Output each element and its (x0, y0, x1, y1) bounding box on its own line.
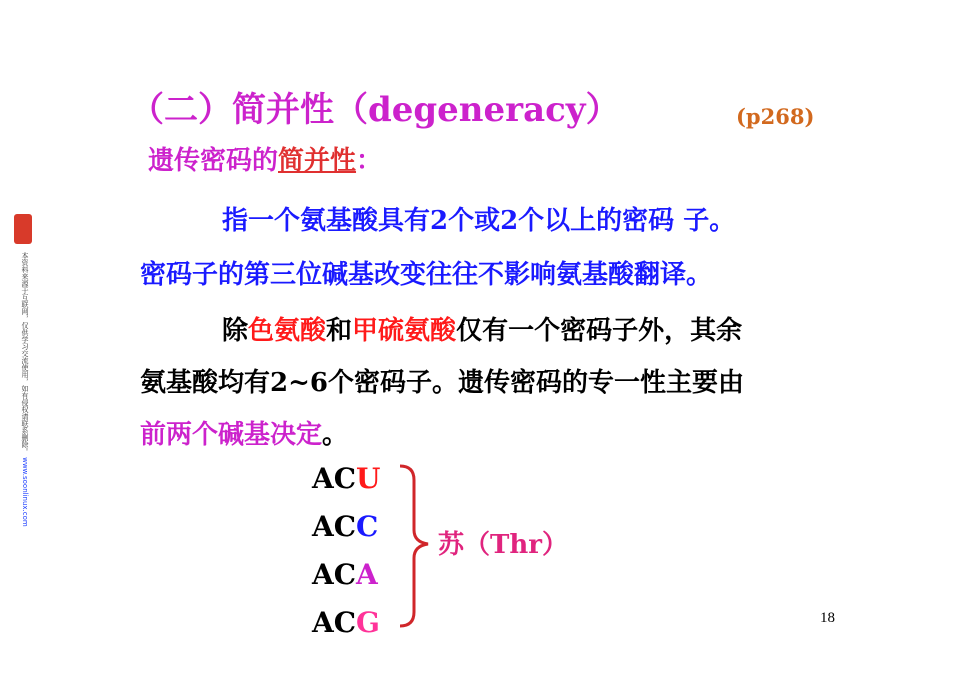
codon-aca (312, 558, 378, 591)
methionine-label: 甲硫氨酸 (352, 316, 457, 346)
codon-prefix: AC (312, 462, 357, 495)
para2-text-e: 仅有一个密码子外，其余 (456, 316, 743, 346)
para1-line2: 密码子的第三位碱基改变往往不影响氨基酸翻译。 (140, 260, 713, 290)
subtitle-suffix: ： (356, 146, 383, 176)
first-two-bases: 前两个碱基决定 (140, 420, 323, 450)
para2-line2: 氨基酸均有2~6个密码子。遗传密码的专一性主要由 (140, 368, 744, 398)
slide-title: （二）简并性（degeneracy） (130, 90, 620, 130)
page-reference: (p268) (736, 104, 815, 129)
codon-third-base: U (356, 462, 381, 495)
para2-text-c: 和 (326, 316, 353, 346)
para1-line1: 指一个氨基酸具有2个或2个以上的密码 子。 (222, 206, 736, 236)
watermark-strip (14, 214, 32, 527)
codon-prefix: AC (312, 558, 357, 591)
codon-acu (312, 462, 380, 495)
page-number: 18 (820, 610, 835, 626)
codon-prefix: AC (312, 510, 357, 543)
codon-acc (312, 510, 378, 543)
watermark-note: 本资料来源于互联网，仅供学习交流使用，如有侵权请联系删除。 (21, 252, 29, 455)
watermark-logo (14, 214, 32, 244)
watermark-text (16, 252, 30, 527)
watermark-link[interactable]: www.soonlinux.com (21, 457, 29, 527)
para2-line3 (140, 414, 348, 451)
codon-third-base: A (356, 558, 378, 591)
codon-acg (312, 606, 380, 639)
subtitle-underlined: 简并性 (278, 146, 357, 176)
para2-line1 (222, 310, 742, 347)
curly-brace (396, 462, 436, 632)
subtitle-prefix: 遗传密码的 (148, 146, 279, 176)
threonine-label: 苏（Thr） (438, 530, 568, 560)
codon-third-base: C (356, 510, 379, 543)
codon-third-base: G (356, 606, 380, 639)
subtitle (148, 140, 382, 177)
tryptophan-label: 色氨酸 (248, 316, 327, 346)
para2-text-a: 除 (222, 316, 249, 346)
codon-prefix: AC (312, 606, 357, 639)
period: 。 (322, 420, 349, 450)
